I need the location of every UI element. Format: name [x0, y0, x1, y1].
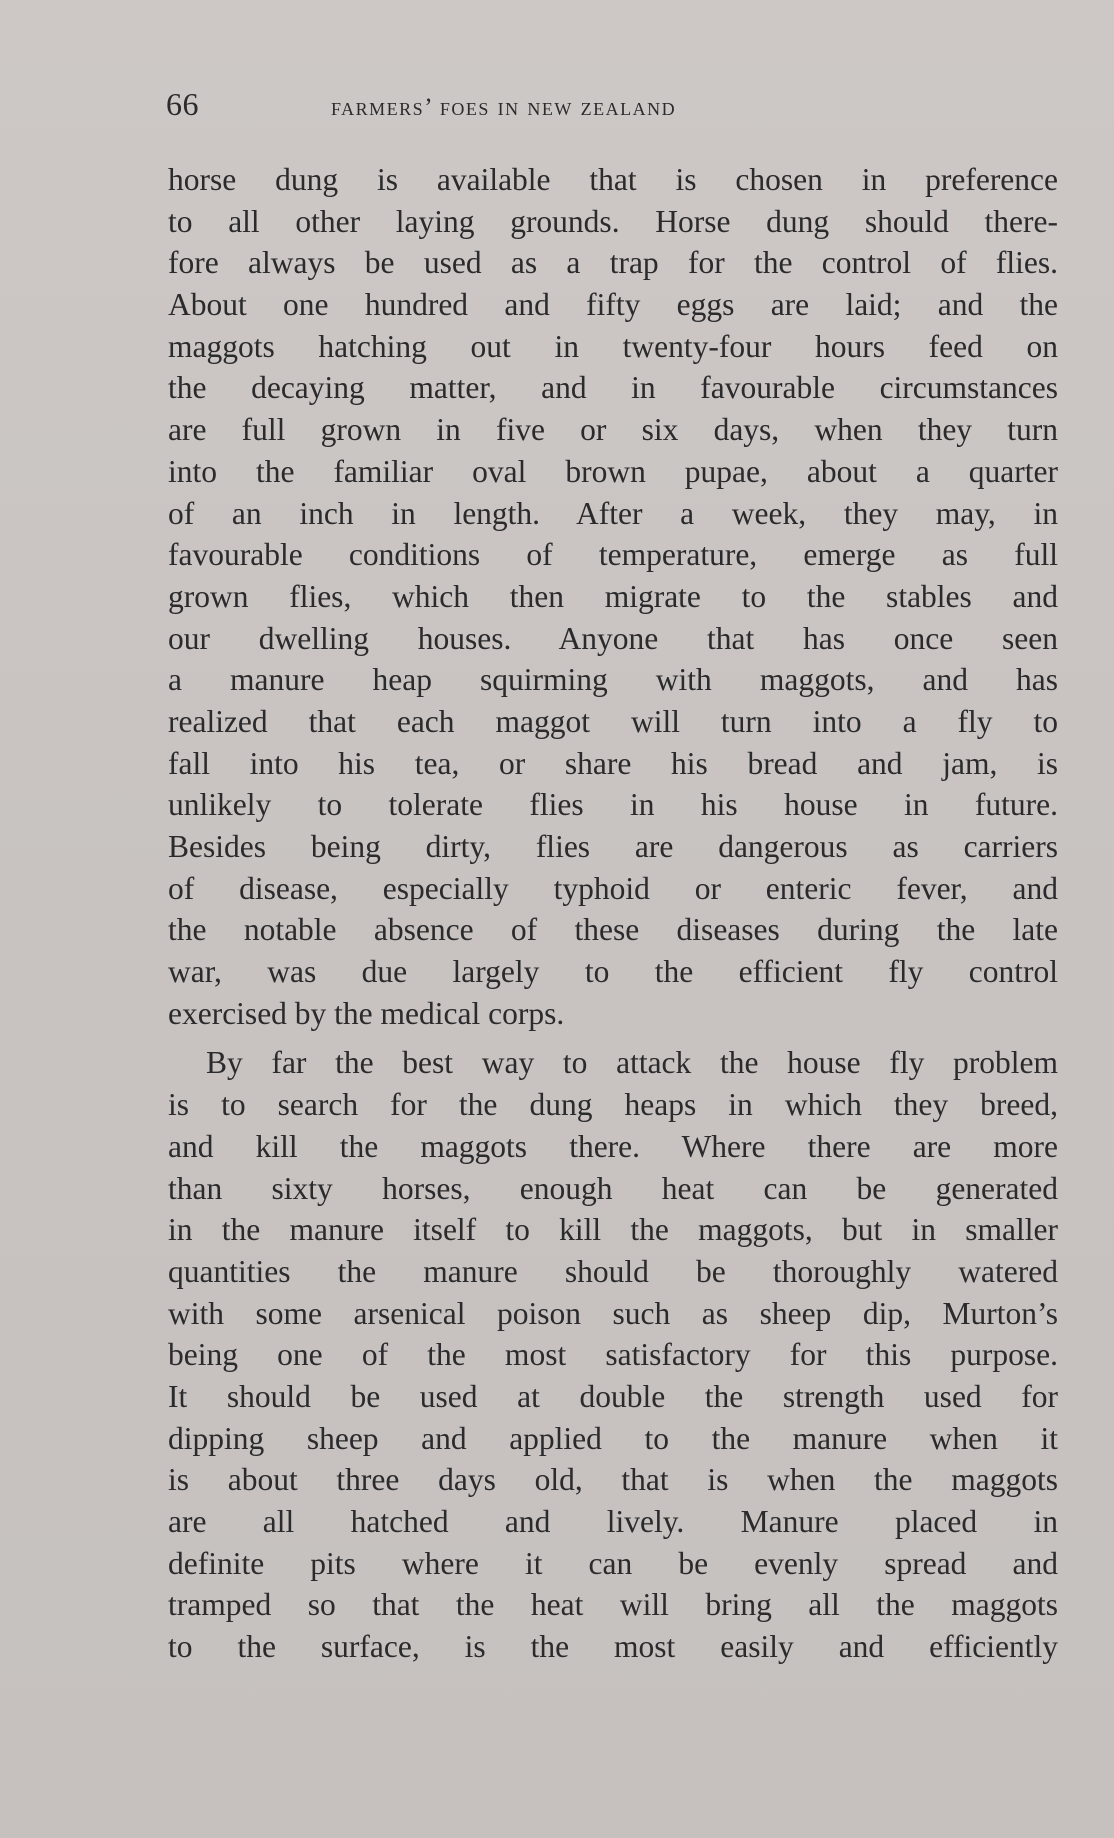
text-line: About one hundred and fifty eggs are laid; and the — [168, 287, 1058, 323]
text-line: of disease, especially typhoid or enteric fever, and — [168, 870, 1058, 906]
text-line: definite pits where it can be evenly spread and — [168, 1545, 1058, 1581]
paragraph-1 — [168, 159, 1058, 1034]
text-line: dipping sheep and applied to the manure when it — [168, 1420, 1058, 1456]
text-line: realized that each maggot will turn into a fly to — [168, 703, 1058, 739]
text-line: and kill the maggots there. Where there are more — [168, 1128, 1058, 1164]
text-line: into the familiar oval brown pupae, about a quarter — [168, 453, 1058, 489]
page-number: 66 — [166, 86, 199, 122]
paragraph-2 — [168, 1042, 1058, 1667]
body-text — [168, 159, 1058, 1668]
text-line: maggots hatching out in twenty-four hours feed on — [168, 328, 1058, 364]
text-line: fall into his tea, or share his bread and jam, is — [168, 745, 1058, 781]
text-line: exercised by the medical corps. — [168, 995, 565, 1031]
text-line: of an inch in length. After a week, they may, in — [168, 495, 1058, 531]
text-line: a manure heap squirming with maggots, and has — [168, 662, 1058, 698]
text-line: with some arsenical poison such as sheep dip, Murton’s — [168, 1295, 1058, 1331]
page-header — [166, 80, 1058, 130]
text-line: Besides being dirty, flies are dangerous as carriers — [168, 829, 1058, 864]
text-line: are all hatched and lively. Manure placed in — [168, 1504, 1058, 1539]
text-line: our dwelling houses. Anyone that has once seen — [168, 620, 1058, 656]
text-line: By far the best way to attack the house fly problem — [206, 1045, 1058, 1081]
running-head: farmers’ foes in new zealand — [331, 94, 677, 121]
paragraph-gap — [168, 1034, 1058, 1042]
text-line: the notable absence of these diseases during the late — [168, 912, 1058, 948]
text-line: is about three days old, that is when the maggots — [168, 1462, 1058, 1498]
text-line: being one of the most satisfactory for this purpose. — [168, 1337, 1058, 1373]
text-line: to all other laying grounds. Horse dung should there- — [168, 203, 1058, 239]
text-line: fore always be used as a trap for the control of flies. — [168, 245, 1058, 281]
text-line: war, was due largely to the efficient fly control — [168, 954, 1058, 990]
text-line: It should be used at double the strength used for — [168, 1378, 1058, 1414]
text-line: horse dung is available that is chosen in preference — [168, 162, 1058, 197]
text-line: in the manure itself to kill the maggots, but in smaller — [168, 1212, 1058, 1248]
text-line: grown flies, which then migrate to the stables and — [168, 578, 1058, 614]
text-line: the decaying matter, and in favourable circumstances — [168, 370, 1058, 406]
text-line: favourable conditions of temperature, emerge as full — [168, 537, 1058, 573]
text-line: quantities the manure should be thoroughly watered — [168, 1253, 1058, 1289]
text-line: is to search for the dung heaps in which they breed, — [168, 1087, 1058, 1123]
text-line: unlikely to tolerate flies in his house in future. — [168, 787, 1058, 823]
text-line: than sixty horses, enough heat can be generated — [168, 1170, 1058, 1206]
text-line: tramped so that the heat will bring all the maggots — [168, 1587, 1058, 1623]
text-line: to the surface, is the most easily and efficiently — [168, 1629, 1058, 1665]
text-line: are full grown in five or six days, when they turn — [168, 412, 1058, 448]
